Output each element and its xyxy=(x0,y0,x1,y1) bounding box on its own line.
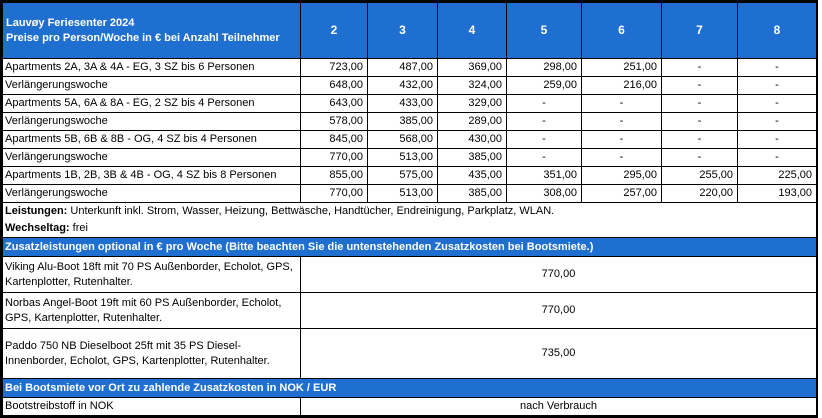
leistungen-label: Leistungen: xyxy=(5,205,68,217)
price-cell: 220,00 xyxy=(662,185,738,203)
price-cell: 369,00 xyxy=(438,59,507,77)
price-cell: - xyxy=(738,131,817,149)
fuel-row xyxy=(3,398,817,416)
price-cell: 487,00 xyxy=(368,59,438,77)
price-cell: - xyxy=(507,113,582,131)
price-cell: 255,00 xyxy=(662,167,738,185)
wechseltag-label: Wechseltag: xyxy=(5,222,70,234)
price-cell: 845,00 xyxy=(301,131,368,149)
price-cell: 351,00 xyxy=(507,167,582,185)
leistungen-cell xyxy=(3,203,817,221)
price-cell: 251,00 xyxy=(582,59,662,77)
price-cell: - xyxy=(582,95,662,113)
price-cell: 257,00 xyxy=(582,185,662,203)
participants-col-header: 8 xyxy=(738,3,817,59)
price-cell: 295,00 xyxy=(582,167,662,185)
price-cell: - xyxy=(738,149,817,167)
participants-col-header: 2 xyxy=(301,3,368,59)
title-line-2: Preise pro Person/Woche in € bei Anzahl Teilnehmer xyxy=(6,31,280,44)
price-cell: 433,00 xyxy=(368,95,438,113)
price-row xyxy=(3,113,817,131)
price-cell: - xyxy=(662,95,738,113)
boat-label: Paddo 750 NB Dieselboot 25ft mit 35 PS Diesel-Innenborder, Echolot, GPS, Kartenplotter, Rutenhalter. xyxy=(3,329,301,379)
price-cell: 643,00 xyxy=(301,95,368,113)
price-cell: 648,00 xyxy=(301,77,368,95)
row-label: Apartments 5A, 6A & 8A - EG, 2 SZ bis 4 Personen xyxy=(3,95,301,113)
price-cell: 298,00 xyxy=(507,59,582,77)
price-cell: 770,00 xyxy=(301,149,368,167)
wechseltag-cell xyxy=(3,220,817,238)
boat-row xyxy=(3,257,817,293)
wechseltag-row xyxy=(3,220,817,238)
price-cell: 385,00 xyxy=(438,149,507,167)
price-cell: 385,00 xyxy=(438,185,507,203)
boat-row xyxy=(3,293,817,329)
price-cell: 216,00 xyxy=(582,77,662,95)
price-cell: 193,00 xyxy=(738,185,817,203)
row-label: Verlängerungswoche xyxy=(3,185,301,203)
boat-row xyxy=(3,329,817,379)
price-cell: - xyxy=(662,149,738,167)
participants-col-header: 4 xyxy=(438,3,507,59)
price-table xyxy=(2,2,817,416)
price-cell: 329,00 xyxy=(438,95,507,113)
leistungen-text: Unterkunft inkl. Strom, Wasser, Heizung, Bettwäsche, Handtücher, Endreinigung, Parkplatz, WLAN. xyxy=(67,205,555,217)
row-label: Verlängerungswoche xyxy=(3,113,301,131)
price-cell: 435,00 xyxy=(438,167,507,185)
price-cell: - xyxy=(662,77,738,95)
price-cell: 770,00 xyxy=(301,185,368,203)
price-cell: 385,00 xyxy=(368,113,438,131)
price-row xyxy=(3,95,817,113)
price-cell: 259,00 xyxy=(507,77,582,95)
price-row xyxy=(3,77,817,95)
leistungen-row xyxy=(3,203,817,221)
zusatz-heading: Zusatzleistungen optional in € pro Woche (Bitte beachten Sie die untenstehenden Zusatzkosten bei Bootsmiete.) xyxy=(3,238,817,257)
boat-price: 770,00 xyxy=(301,257,817,293)
price-cell: - xyxy=(507,95,582,113)
price-cell: - xyxy=(738,77,817,95)
price-cell: 855,00 xyxy=(301,167,368,185)
price-row xyxy=(3,59,817,77)
price-cell: 432,00 xyxy=(368,77,438,95)
price-cell: - xyxy=(507,149,582,167)
price-cell: - xyxy=(662,131,738,149)
header-row xyxy=(3,3,817,59)
wechseltag-text: frei xyxy=(69,222,88,234)
price-cell: 225,00 xyxy=(738,167,817,185)
price-cell: - xyxy=(738,113,817,131)
participants-col-header: 3 xyxy=(368,3,438,59)
row-label: Verlängerungswoche xyxy=(3,77,301,95)
price-cell: 578,00 xyxy=(301,113,368,131)
price-cell: 575,00 xyxy=(368,167,438,185)
fuel-value: nach Verbrauch xyxy=(301,398,817,416)
participants-col-header: 6 xyxy=(582,3,662,59)
price-cell: 430,00 xyxy=(438,131,507,149)
price-cell: - xyxy=(582,131,662,149)
price-cell: - xyxy=(662,59,738,77)
vorort-section-header xyxy=(3,379,817,398)
title-line-1: Lauvøy Feriesenter 2024 xyxy=(6,16,135,29)
price-cell: 513,00 xyxy=(368,149,438,167)
price-cell: 308,00 xyxy=(507,185,582,203)
price-cell: - xyxy=(582,149,662,167)
boat-price: 735,00 xyxy=(301,329,817,379)
price-cell: - xyxy=(507,131,582,149)
price-cell: - xyxy=(662,113,738,131)
price-cell: 513,00 xyxy=(368,185,438,203)
vorort-heading: Bei Bootsmiete vor Ort zu zahlende Zusatzkosten in NOK / EUR xyxy=(3,379,817,398)
price-cell: - xyxy=(738,59,817,77)
price-cell: - xyxy=(582,113,662,131)
participants-col-header: 5 xyxy=(507,3,582,59)
price-cell: 324,00 xyxy=(438,77,507,95)
price-cell: 723,00 xyxy=(301,59,368,77)
boat-label: Norbas Angel-Boot 19ft mit 60 PS Außenborder, Echolot, GPS, Kartenplotter, Rutenhalter. xyxy=(3,293,301,329)
price-cell: - xyxy=(738,95,817,113)
price-row xyxy=(3,167,817,185)
price-row xyxy=(3,131,817,149)
row-label: Apartments 2A, 3A & 4A - EG, 3 SZ bis 6 Personen xyxy=(3,59,301,77)
zusatz-section-header xyxy=(3,238,817,257)
price-cell: 289,00 xyxy=(438,113,507,131)
price-row xyxy=(3,149,817,167)
fuel-label: Bootstreibstoff in NOK xyxy=(3,398,301,416)
boat-label: Viking Alu-Boot 18ft mit 70 PS Außenborder, Echolot, GPS, Kartenplotter, Rutenhalter. xyxy=(3,257,301,293)
row-label: Verlängerungswoche xyxy=(3,149,301,167)
row-label: Apartments 5B, 6B & 8B - OG, 4 SZ bis 4 Personen xyxy=(3,131,301,149)
participants-col-header: 7 xyxy=(662,3,738,59)
price-cell: 568,00 xyxy=(368,131,438,149)
price-row xyxy=(3,185,817,203)
table-title xyxy=(3,3,301,59)
row-label: Apartments 1B, 2B, 3B & 4B - OG, 4 SZ bis 8 Personen xyxy=(3,167,301,185)
boat-price: 770,00 xyxy=(301,293,817,329)
